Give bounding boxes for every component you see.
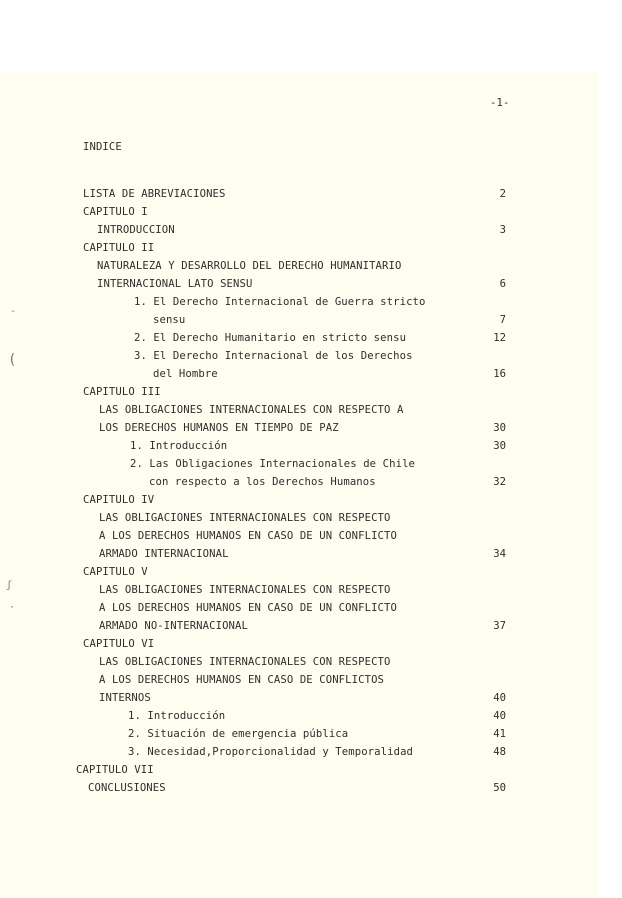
toc-entry-text: 2. El Derecho Humanitario en stricto sensu [134, 332, 407, 344]
toc-entry-text: A LOS DERECHOS HUMANOS EN CASO DE CONFLICTOS [99, 674, 385, 686]
margin-mark: ʃ [6, 580, 13, 591]
margin-bracket-mark: ( [8, 352, 17, 368]
toc-entry-text: LOS DERECHOS HUMANOS EN TIEMPO DE PAZ [99, 422, 339, 434]
toc-entry-text: 3. Necesidad,Proporcionalidad y Temporalidad [128, 746, 414, 758]
toc-entry-text: CAPITULO VI [83, 638, 155, 650]
toc-entry-page: 12 [493, 332, 506, 344]
toc-entry-text: 1. El Derecho Internacional de Guerra stricto [134, 296, 426, 308]
toc-entry-text: CAPITULO IV [83, 494, 155, 506]
toc-entry-text: ARMADO INTERNACIONAL [99, 548, 229, 560]
margin-mark: · [9, 602, 16, 613]
toc-entry-text: LAS OBLIGACIONES INTERNACIONALES CON RESPECTO [99, 512, 391, 524]
toc-entry-page: 30 [493, 422, 506, 434]
toc-entry-text: A LOS DERECHOS HUMANOS EN CASO DE UN CONFLICTO [99, 602, 397, 614]
toc-entry-text: CAPITULO I [83, 206, 148, 218]
toc-entry-page: 7 [499, 314, 506, 326]
toc-entry-page: 48 [493, 746, 506, 758]
toc-entry-text: LAS OBLIGACIONES INTERNACIONALES CON RESPECTO A [99, 404, 404, 416]
toc-entry-text: CAPITULO III [83, 386, 161, 398]
toc-entry-text: LISTA DE ABREVIACIONES [83, 188, 226, 200]
toc-entry-text: sensu [153, 314, 186, 326]
index-heading: INDICE [83, 141, 122, 153]
toc-entry-text: LAS OBLIGACIONES INTERNACIONALES CON RESPECTO [99, 656, 391, 668]
toc-entry-page: 41 [493, 728, 506, 740]
toc-entry-text: CAPITULO VII [76, 764, 154, 776]
toc-entry-text: 2. Las Obligaciones Internacionales de Chile [130, 458, 416, 470]
toc-entry-text: 1. Introducción [128, 710, 226, 722]
toc-entry-text: del Hombre [153, 368, 218, 380]
toc-entry-text: 1. Introducción [130, 440, 228, 452]
toc-entry-page: 40 [493, 692, 506, 704]
toc-entry-text: CONCLUSIONES [88, 782, 166, 794]
toc-entry-text: INTERNOS [99, 692, 151, 704]
page-number: -1- [490, 97, 510, 109]
toc-entry-page: 2 [499, 188, 506, 200]
toc-entry-page: 30 [493, 440, 506, 452]
toc-entry-text: con respecto a los Derechos Humanos [149, 476, 376, 488]
toc-entry-text: 3. El Derecho Internacional de los Derechos [134, 350, 413, 362]
toc-entry-page: 34 [493, 548, 506, 560]
margin-mark: - [10, 306, 17, 317]
toc-entry-page: 50 [493, 782, 506, 794]
toc-entry-text: INTRODUCCION [97, 224, 175, 236]
toc-entry-page: 3 [499, 224, 506, 236]
toc-entry-text: NATURALEZA Y DESARROLLO DEL DERECHO HUMANITARIO [97, 260, 402, 272]
toc-entry-text: ARMADO NO-INTERNACIONAL [99, 620, 248, 632]
toc-entry-page: 32 [493, 476, 506, 488]
toc-entry-page: 6 [499, 278, 506, 290]
toc-entry-page: 16 [493, 368, 506, 380]
toc-entry-text: CAPITULO II [83, 242, 155, 254]
toc-entry-text: A LOS DERECHOS HUMANOS EN CASO DE UN CONFLICTO [99, 530, 397, 542]
toc-entry-page: 37 [493, 620, 506, 632]
toc-entry-page: 40 [493, 710, 506, 722]
toc-entry-text: INTERNACIONAL LATO SENSU [97, 278, 253, 290]
toc-entry-text: LAS OBLIGACIONES INTERNACIONALES CON RESPECTO [99, 584, 391, 596]
toc-entry-text: 2. Situación de emergencia pública [128, 728, 349, 740]
toc-entry-text: CAPITULO V [83, 566, 148, 578]
